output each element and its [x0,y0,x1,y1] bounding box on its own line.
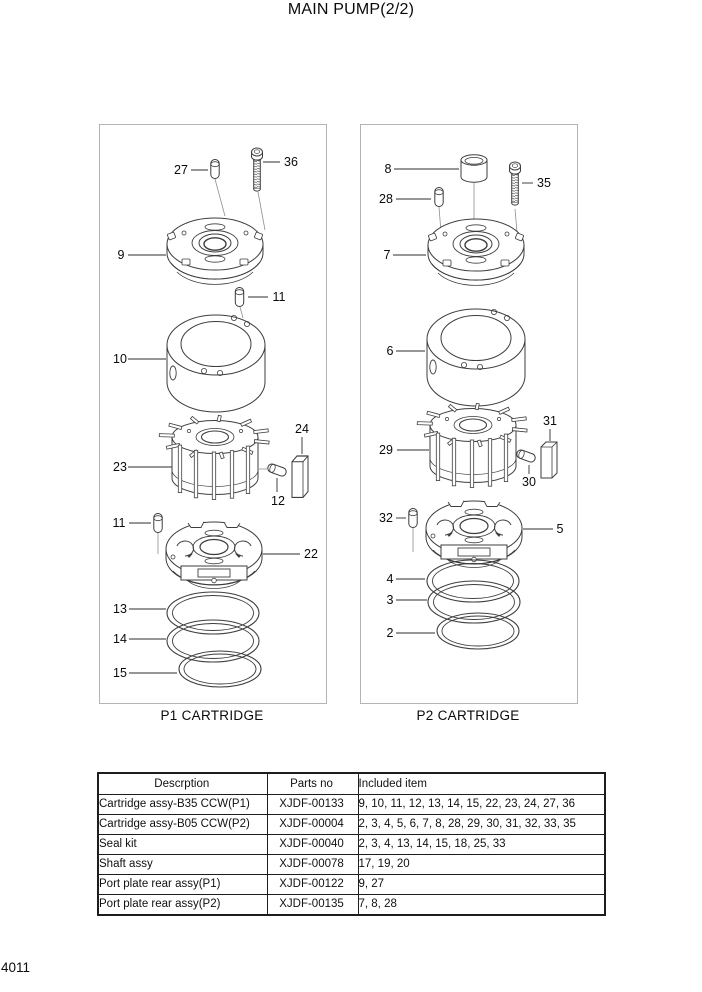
part-13-seal-ring [167,592,259,634]
part-30-pin [516,449,537,463]
part-28-pin [435,188,443,207]
p1-diagram-frame [99,124,327,704]
col-header-description: Descrption [98,773,267,795]
part-9-port-plate-rear [167,218,263,284]
table-row [98,895,605,916]
callout-14: 14 [113,632,127,646]
parts-no-cell: XJDF-00122 [267,875,358,895]
callout-11-lower: 11 [112,516,126,530]
callout-8: 8 [384,162,392,176]
page-title: MAIN PUMP(2/2) [287,1,415,18]
parts-no-cell: XJDF-00135 [267,895,358,916]
description-cell: Seal kit [98,835,267,855]
part-12-pin [267,463,288,477]
callout-24: 24 [295,422,309,436]
description-cell: Port plate rear assy(P2) [98,895,267,916]
callout-32: 32 [379,511,393,525]
callout-35: 35 [537,176,551,190]
p2-caption: P2 CARTRIDGE [416,708,520,723]
description-cell: Port plate rear assy(P1) [98,875,267,895]
callout-28: 28 [379,192,393,206]
page-number: 4011 [1,960,31,975]
table-row [98,835,605,855]
part-11-pin-lower [154,514,162,533]
col-header-parts-no: Parts no [267,773,358,795]
part-14-seal-ring [167,620,259,662]
part-6-cam-ring [427,309,525,406]
part-5-port-plate [426,501,522,568]
callout-30: 30 [522,475,536,489]
callout-7: 7 [383,248,391,262]
callout-6: 6 [386,344,394,358]
parts-table [97,772,606,916]
callout-9: 9 [117,248,125,262]
description-cell: Shaft assy [98,855,267,875]
callout-36: 36 [284,155,298,169]
description-cell: Cartridge assy-B05 CCW(P2) [98,815,267,835]
included-item-cell: 7, 8, 28 [358,895,605,916]
table-row [98,855,605,875]
p2-exploded-diagram [361,125,577,703]
part-11-pin [235,288,243,307]
description-cell: Cartridge assy-B35 CCW(P1) [98,795,267,815]
p2-diagram-frame [360,124,578,704]
part-36-screw [252,148,263,191]
part-35-screw [510,162,521,205]
included-item-cell: 17, 19, 20 [358,855,605,875]
part-15-seal-ring [179,651,261,687]
part-27-pin [211,160,219,179]
parts-no-cell: XJDF-00040 [267,835,358,855]
part-8-plug [461,155,487,182]
callout-29: 29 [379,443,393,457]
part-29-rotor [417,403,527,487]
col-header-included-item: Included item [358,773,605,795]
included-item-cell: 2, 3, 4, 13, 14, 15, 18, 25, 33 [358,835,605,855]
part-2-seal-ring [437,613,519,649]
included-item-cell: 9, 27 [358,875,605,895]
part-22-port-plate [166,522,262,589]
callout-13: 13 [113,602,127,616]
callout-3: 3 [386,593,394,607]
callout-11: 11 [272,290,286,304]
table-row [98,815,605,835]
parts-no-cell: XJDF-00133 [267,795,358,815]
callout-31: 31 [543,414,557,428]
table-row [98,795,605,815]
callout-27: 27 [174,163,188,177]
callout-10: 10 [113,352,127,366]
included-item-cell: 9, 10, 11, 12, 13, 14, 15, 22, 23, 24, 27, 36 [358,795,605,815]
table-header-row [98,773,605,795]
callout-15: 15 [113,666,127,680]
part-23-rotor [159,415,269,499]
parts-no-cell: XJDF-00004 [267,815,358,835]
part-10-cam-ring [167,315,265,412]
part-24-vane [292,456,308,497]
part-32-pin [409,509,417,528]
callout-2: 2 [386,626,394,640]
callout-5: 5 [556,522,564,536]
callout-12: 12 [271,494,285,508]
part-31-vane [541,442,557,478]
part-7-port-plate-rear [428,219,524,285]
callout-23: 23 [113,460,127,474]
callout-4: 4 [386,572,394,586]
parts-no-cell: XJDF-00078 [267,855,358,875]
included-item-cell: 2, 3, 4, 5, 6, 7, 8, 28, 29, 30, 31, 32, 33, 35 [358,815,605,835]
p1-exploded-diagram [100,125,326,703]
p1-caption: P1 CARTRIDGE [160,708,264,723]
table-row [98,875,605,895]
callout-22: 22 [304,547,318,561]
